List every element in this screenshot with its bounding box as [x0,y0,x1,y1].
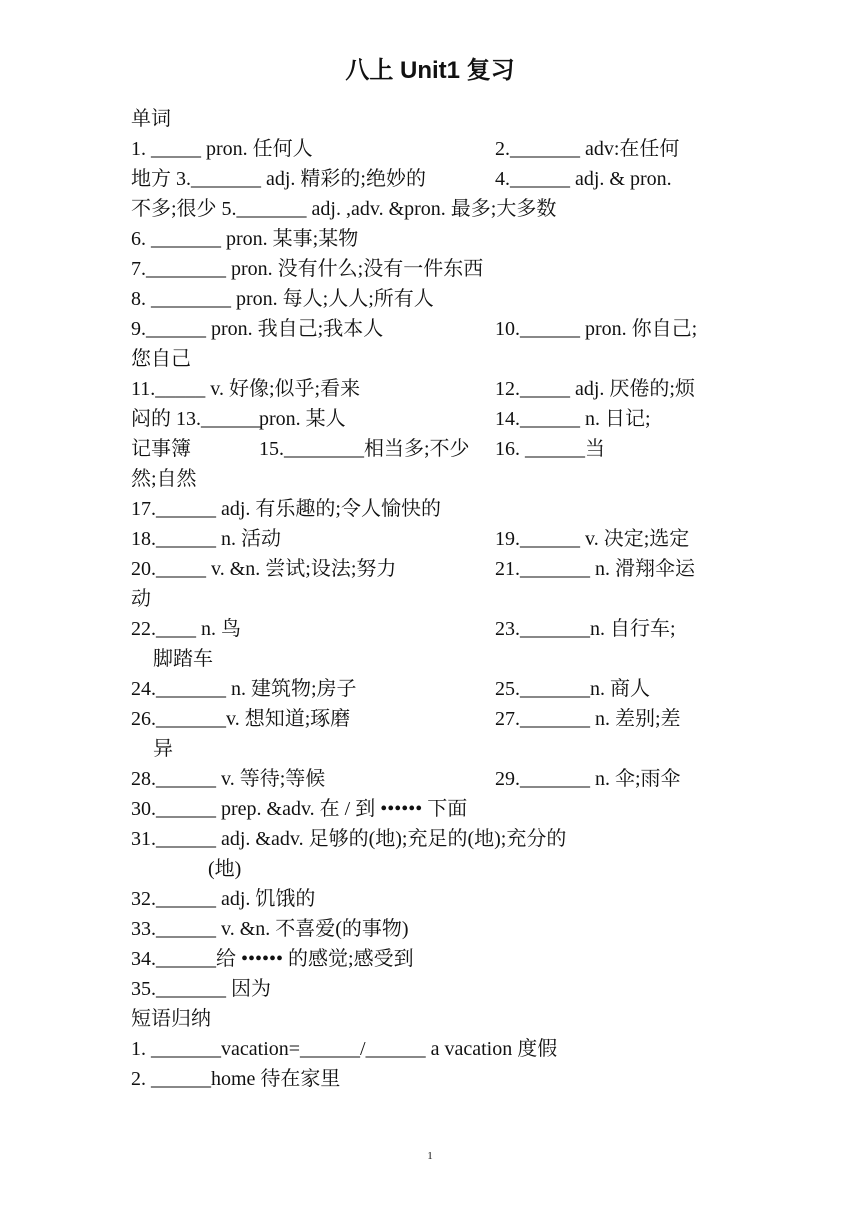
phrase-list [131,1034,731,1094]
vocab-line-text: 31.______ adj. &adv. 足够的(地);充足的(地);充分的 [131,828,567,850]
vocab-line [131,494,731,524]
vocab-line-text: 28.______ v. 等待;等候 [131,768,326,790]
vocab-line-right: 23._______n. 自行车; [495,618,676,640]
vocab-line [131,734,731,764]
vocab-line-text: 11._____ v. 好像;似乎;看来 [131,378,361,400]
vocab-line [131,914,731,944]
vocab-line [131,164,731,194]
vocab-line-text: 不多;很少 5._______ adj. ,adv. &pron. 最多;大多数 [131,198,557,220]
vocab-line-text: 动 [131,588,151,610]
vocab-line-text: 33.______ v. &n. 不喜爱(的事物) [131,918,409,940]
vocab-line [131,704,731,734]
vocab-line [131,554,731,584]
vocab-line-right: 29._______ n. 伞;雨伞 [495,768,681,790]
vocab-line-right: 14.______ n. 日记; [495,408,651,430]
vocab-line-text: 您自己 [131,348,191,370]
vocab-line [131,134,731,164]
vocab-line [131,254,731,284]
vocab-line [131,794,731,824]
vocab-line-text: 1. _____ pron. 任何人 [131,138,313,160]
vocab-list [131,134,731,1004]
vocab-line-right: 10.______ pron. 你自己; [495,318,698,340]
vocab-line-text: 8. ________ pron. 每人;人人;所有人 [131,288,434,310]
page-title: 八上 Unit1 复习 [345,57,515,84]
vocab-line-text: (地) [208,858,242,880]
document-body [131,104,731,1094]
phrase-line: 1. _______vacation=______/______ a vacation 度假 [131,1038,558,1060]
vocab-line-text: 异 [153,738,173,760]
vocab-line-text: 32.______ adj. 饥饿的 [131,888,316,910]
vocab-line [131,314,731,344]
vocab-line-text: 34.______给 •••••• 的感觉;感受到 [131,948,414,970]
vocab-line-text: 17.______ adj. 有乐趣的;令人愉快的 [131,498,441,520]
vocab-line [131,194,731,224]
vocab-line [131,764,731,794]
vocab-line-right: 12._____ adj. 厌倦的;烦 [495,378,695,400]
vocab-line [131,434,731,464]
vocab-line [131,854,731,884]
vocab-line-right: 25._______n. 商人 [495,678,650,700]
vocab-line-right: 21._______ n. 滑翔伞运 [495,558,695,580]
vocab-line-text: 然;自然 [131,468,197,490]
vocab-line [131,584,731,614]
vocab-line [131,644,731,674]
vocab-line [131,944,731,974]
vocab-line [131,374,731,404]
vocab-line-text: 18.______ n. 活动 [131,528,281,550]
vocab-line [131,404,731,434]
vocab-line-text: 闷的 13.______ [131,408,261,430]
vocab-line-text: 9.______ pron. 我自己;我本人 [131,318,384,340]
section-heading-vocab: 单词 [131,108,171,130]
vocab-line-middle: 15.________相当多;不少 [259,438,470,460]
vocab-line-text: 35._______ 因为 [131,978,271,1000]
vocab-line [131,974,731,1004]
phrase-line: 2. ______home 待在家里 [131,1068,341,1090]
vocab-line [131,224,731,254]
vocab-line-text: 6. _______ pron. 某事;某物 [131,228,359,250]
page-number: 1 [427,1150,433,1162]
vocab-line-middle: pron. 某人 [259,408,346,430]
vocab-line [131,464,731,494]
vocab-line-text: 7.________ pron. 没有什么;没有一件东西 [131,258,484,280]
section-heading-phrases: 短语归纳 [131,1008,211,1030]
vocab-line-text: 22.____ n. 鸟 [131,618,241,640]
vocab-line-right: 27._______ n. 差别;差 [495,708,681,730]
vocab-line-right: 16. ______当 [495,438,605,460]
vocab-line-text: 26._______v. 想知道;琢磨 [131,708,351,730]
vocab-line-text: 地方 3._______ adj. 精彩的;绝妙的 [131,168,426,190]
vocab-line [131,524,731,554]
vocab-line-right: 19.______ v. 决定;选定 [495,528,690,550]
vocab-line [131,674,731,704]
vocab-line [131,824,731,854]
vocab-line [131,614,731,644]
vocab-line-text: 30.______ prep. &adv. 在 / 到 •••••• 下面 [131,798,468,820]
vocab-line-text: 记事簿 [131,438,191,460]
vocab-line [131,884,731,914]
vocab-line-right: 2._______ adv:在任何 [495,138,680,160]
vocab-line-text: 24._______ n. 建筑物;房子 [131,678,357,700]
vocab-line [131,344,731,374]
vocab-line-text: 脚踏车 [153,648,213,670]
vocab-line [131,284,731,314]
vocab-line-text: 20._____ v. &n. 尝试;设法;努力 [131,558,397,580]
vocab-line-right: 4.______ adj. & pron. [495,168,672,190]
